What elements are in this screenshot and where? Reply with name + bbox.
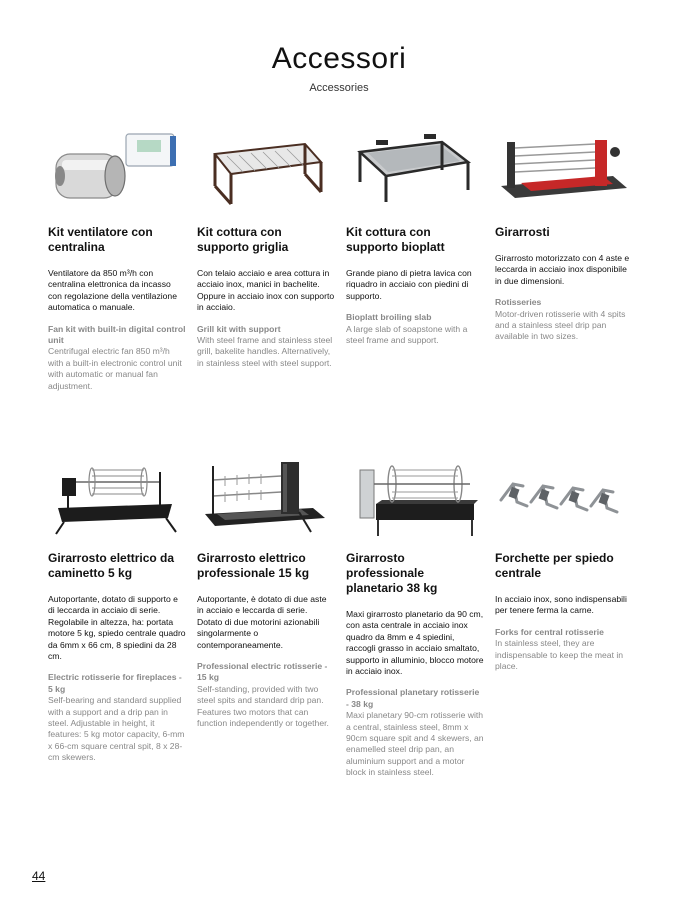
product-professional-rotisserie	[197, 452, 335, 729]
grill-kit-image	[197, 126, 335, 221]
product-description-it: Ventilatore da 850 m³/h con centralina elettronica da incasso con regolazione della ventilazione automatica o manuale.	[48, 268, 177, 313]
product-spit-forks	[495, 452, 633, 672]
product-fan-kit	[48, 126, 186, 392]
professional-rotisserie-image	[197, 452, 335, 547]
product-title-en: Grill kit with support	[197, 323, 281, 334]
product-description-it: In acciaio inox, sono indispensabili per tenere ferma la carne.	[495, 594, 627, 616]
product-description-it: Girarrosto motorizzato con 4 aste e leccarda in acciaio inox disponibile in due dimensioni.	[495, 253, 630, 286]
product-title-en: Rotisseries	[495, 297, 542, 308]
product-description-en: Self-bearing and standard supplied with a support and a drip pan in steel. Adjustable in height, it features: 5 kg motor capacity, 6-mm x 66-cm square central spit, 8 x 28-cm skewers.	[48, 695, 185, 763]
fireplace-rotisserie-image	[48, 452, 186, 547]
page-subtitle: Accessories	[309, 82, 369, 94]
product-description-en: Self-standing, provided with two steel spits and standard drip pan. Features two motors that can function independently or together.	[197, 683, 329, 729]
page-number: 44	[32, 869, 46, 883]
product-description-en: Motor-driven rotisserie with 4 spits and a stainless steel drip pan available in two sizes.	[495, 308, 626, 342]
product-grill-kit	[197, 126, 335, 369]
bioplatt-kit-image	[346, 126, 484, 221]
product-name: Girarrosto professionale planetario 38 kg	[346, 551, 438, 595]
product-title-en: Professional planetary rotisserie - 38 kg	[346, 687, 480, 709]
product-name: Girarrosto elettrico professionale 15 kg	[197, 551, 310, 580]
product-description-it: Autoportante, dotato di supporto e di leccarda in acciaio di serie. Regolabile in altezza, ha: portata motore 5 kg, spiedo centrale quadro da 6mm x 66 cm, 8 spiedini da 28 cm.	[48, 594, 186, 662]
product-title-en: Electric rotisserie for fireplaces - 5 kg	[48, 672, 182, 694]
product-description-it: Maxi girarrosto planetario da 90 cm, con asta centrale in acciaio inox quadro da 8mm e 4 spiedini, raccogli grasso in acciaio smaltato, supporto in alluminio, blocco motore in acciaio inox.	[346, 609, 484, 677]
product-planetary-rotisserie	[346, 452, 484, 779]
planetary-rotisserie-image	[346, 452, 484, 547]
product-description-it: Con telaio acciaio e area cottura in acciaio inox, manici in bachelite. Oppure in acciaio inox con supporto in acciaio.	[197, 268, 335, 313]
product-name: Girarrosto elettrico da caminetto 5 kg	[48, 551, 175, 580]
product-description-en: With steel frame and stainless steel grill, bakelite handles. Alternatively, in stainless steel with steel support.	[197, 335, 333, 368]
product-title-en: Bioplatt broiling slab	[346, 312, 432, 323]
product-description-en: In stainless steel, they are indispensable to keep the meat in place.	[495, 638, 624, 672]
product-description-en: A large slab of soapstone with a steel frame and support.	[346, 323, 468, 346]
product-description-it: Autoportante, è dotato di due aste in acciaio e leccarda di serie. Dotato di due motorini azionabili singolarmente o contemporaneamente.	[197, 594, 327, 650]
product-name: Kit cottura con supporto griglia	[197, 225, 289, 254]
fan-kit-image	[48, 126, 186, 221]
product-name: Forchette per spiedo centrale	[495, 551, 614, 580]
product-rotisseries	[495, 126, 633, 343]
page-title: Accessori	[271, 42, 407, 75]
product-title-en: Forks for central rotisserie	[495, 626, 604, 637]
product-title-en: Fan kit with built-in digital control unit	[48, 323, 186, 346]
product-description-en: Maxi planetary 90-cm rotisserie with a central, stainless steel, 8mm x 90cm square spit and 4 skewers, an enamelled steel drip pan, an aluminium support and a motor block in stainless steel.	[346, 710, 484, 778]
product-description-en: Centrifugal electric fan 850 m³/h with a built-in electronic control unit with automatic or manual fan adjustment.	[48, 346, 182, 391]
product-fireplace-rotisserie	[48, 452, 186, 764]
product-bioplatt-kit	[346, 126, 484, 346]
product-name: Kit cottura con supporto bioplatt	[346, 225, 445, 254]
product-name: Girarrosti	[495, 225, 550, 239]
product-title-en: Professional electric rotisserie - 15 kg	[197, 661, 328, 683]
product-name: Kit ventilatore con centralina	[48, 225, 153, 254]
spit-forks-image	[495, 452, 633, 547]
rotisseries-image	[495, 126, 633, 221]
product-description-it: Grande piano di pietra lavica con riquadro in acciaio con piedini di supporto.	[346, 268, 472, 301]
